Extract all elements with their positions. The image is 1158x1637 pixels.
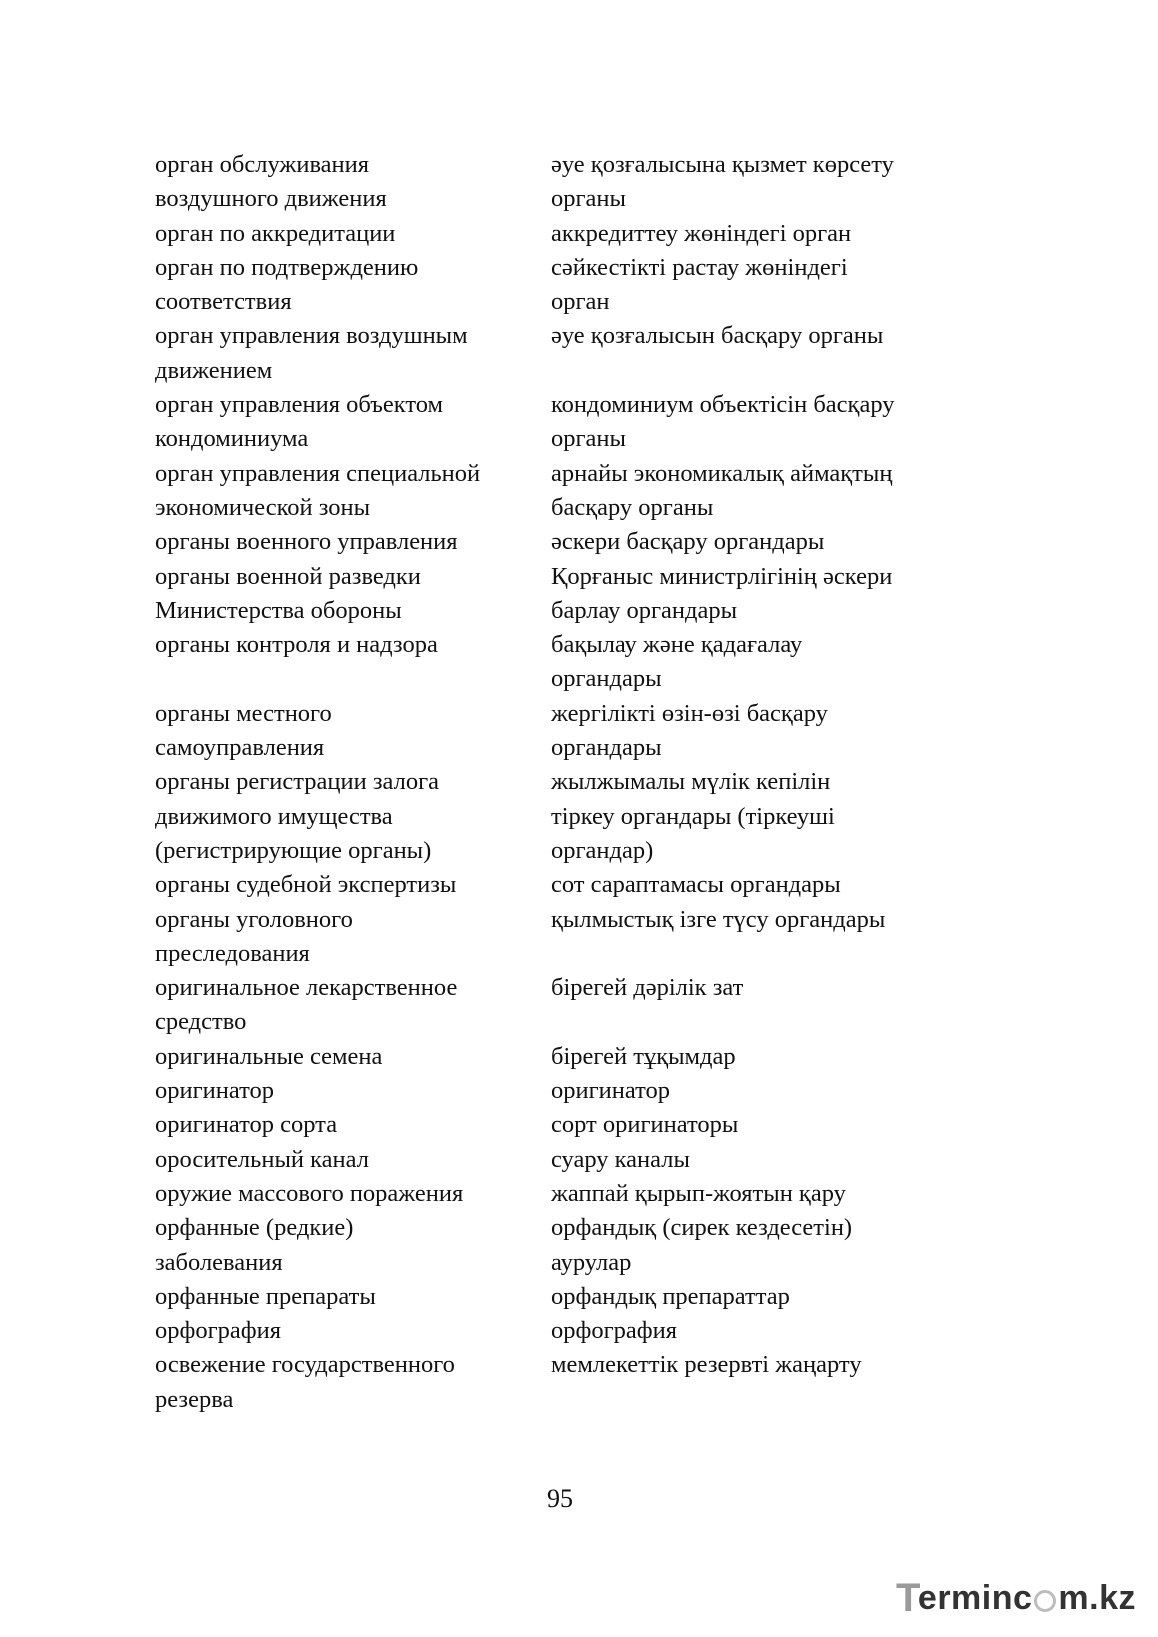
term-line: орган управления специальной [155,459,481,487]
term-line: жергілікті өзін-өзі басқару [551,699,828,727]
term-russian [155,525,551,559]
term-line: арнайы экономикалық аймақтың [551,459,893,487]
term-line: бақылау және қадағалау [551,631,803,659]
term-line: аурулар [551,1248,632,1276]
term-line: барлау органдары [551,596,738,624]
term-kazakh [551,903,971,972]
glossary-entry [155,525,985,559]
glossary-entry [155,319,985,388]
glossary-entry [155,628,985,697]
term-line: органы судебной экспертизы [155,871,457,899]
term-line [551,1383,971,1417]
term-line: (регистрирующие органы) [155,836,432,864]
term-russian [155,1108,551,1142]
glossary-entry [155,765,985,868]
term-line: сорт оригинаторы [551,1111,739,1139]
glossary-entry [155,697,985,766]
glossary-entry [155,903,985,972]
term-line: органы военной разведки [155,562,421,590]
term-line: органы [551,425,626,453]
term-line: тіркеу органдары (тіркеуші [551,802,835,830]
term-kazakh [551,457,971,526]
term-russian [155,1074,551,1108]
term-russian [155,560,551,629]
glossary-entry [155,1040,985,1074]
term-kazakh [551,765,971,868]
term-kazakh [551,1040,971,1074]
term-line: оригинатор сорта [155,1111,338,1139]
glossary-entry [155,1074,985,1108]
term-line: органдары [551,734,662,762]
term-kazakh [551,971,971,1040]
term-kazakh [551,217,971,251]
page-number: 95 [547,1484,573,1513]
glossary-entry [155,868,985,902]
term-line: экономической зоны [155,493,371,521]
glossary-entry [155,251,985,320]
magnifier-icon [1034,1590,1056,1612]
term-line: бірегей тұқымдар [551,1042,736,1070]
term-line: суару каналы [551,1145,690,1173]
term-kazakh [551,1280,971,1314]
term-kazakh [551,1314,971,1348]
term-line: органы военного управления [155,528,458,556]
term-line: орфография [155,1317,282,1345]
glossary-entry [155,388,985,457]
term-line: кондоминиум объектісін басқару [551,391,895,419]
term-line: аккредиттеу жөніндегі орган [551,219,852,247]
term-line: әуе қозғалысын басқару органы [551,322,884,350]
term-kazakh [551,1177,971,1211]
term-kazakh [551,1348,971,1417]
term-line: әуе қозғалысына қызмет көрсету [551,151,894,178]
term-line: әскери басқару органдары [551,528,825,556]
term-russian [155,1314,551,1348]
term-kazakh [551,525,971,559]
term-line: орфанные препараты [155,1282,376,1310]
term-line: жаппай қырып-жоятын қару [551,1179,846,1207]
term-line: воздушного движения [155,185,387,213]
term-russian [155,971,551,1040]
glossary-entry [155,148,985,217]
term-kazakh [551,628,971,697]
term-line: органы уголовного [155,905,353,933]
term-russian [155,251,551,320]
term-line: орган по подтверждению [155,253,419,281]
term-line: оригинальное лекарственное [155,974,458,1002]
term-line: органы контроля и надзора [155,631,438,659]
glossary-entry [155,1280,985,1314]
term-line [551,937,971,971]
term-line: оригинальные семена [155,1042,383,1070]
glossary-entry [155,560,985,629]
glossary-entry [155,457,985,526]
term-line: кондоминиума [155,425,309,453]
term-russian [155,217,551,251]
term-russian [155,1348,551,1417]
glossary-entry [155,1177,985,1211]
term-russian [155,1143,551,1177]
glossary-entry [155,1314,985,1348]
term-line: басқару органы [551,493,714,521]
term-line: жылжымалы мүлік кепілін [551,768,831,796]
term-line: орган управления объектом [155,391,444,419]
term-line [551,354,971,388]
term-line: сот сараптамасы органдары [551,871,841,899]
watermark-logo: T erminc m.kz [895,1576,1136,1620]
term-line [155,662,551,696]
term-line: органдары [551,665,662,693]
term-line: орфография [551,1317,678,1345]
glossary-entry [155,1108,985,1142]
term-kazakh [551,319,971,388]
term-line: органы регистрации залога [155,768,440,796]
term-line: Қорғаныс министрлігінің әскери [551,562,893,590]
term-russian [155,903,551,972]
term-line: освежение государственного [155,1351,455,1379]
term-kazakh [551,1143,971,1177]
term-line: орфандық (сирек кездесетін) [551,1214,853,1242]
term-line: орфанные (редкие) [155,1214,354,1242]
term-kazakh [551,560,971,629]
term-line: мемлекеттік резервті жаңарту [551,1351,862,1379]
term-russian [155,1280,551,1314]
term-kazakh [551,1211,971,1280]
term-kazakh [551,1108,971,1142]
term-kazakh [551,251,971,320]
term-line: заболевания [155,1248,283,1276]
term-line: органы местного [155,699,332,727]
term-russian [155,765,551,868]
term-russian [155,457,551,526]
term-line: оросительный канал [155,1145,369,1173]
glossary-entry [155,971,985,1040]
term-line: орган [551,288,610,316]
term-kazakh [551,697,971,766]
term-line: оружие массового поражения [155,1179,464,1207]
term-line: средство [155,1008,247,1036]
term-russian [155,148,551,217]
term-line: Министерства обороны [155,596,402,624]
term-line: преследования [155,939,310,967]
glossary-entries [155,148,985,1417]
term-line: резерва [155,1385,234,1413]
term-line: орган по аккредитации [155,219,396,247]
term-kazakh [551,1074,971,1108]
term-line: орфандық препараттар [551,1282,790,1310]
term-line: оригинатор [155,1077,275,1105]
term-russian [155,319,551,388]
term-russian [155,1177,551,1211]
term-russian [155,1040,551,1074]
term-line: движимого имущества [155,802,393,830]
glossary-entry [155,1348,985,1417]
term-russian [155,868,551,902]
term-line: қылмыстық ізге түсу органдары [551,905,886,933]
term-russian [155,388,551,457]
term-line: сәйкестікті растау жөніндегі [551,253,848,281]
term-kazakh [551,868,971,902]
term-line: бірегей дәрілік зат [551,974,744,1002]
term-line: орган управления воздушным [155,322,468,350]
term-line: органдар) [551,836,654,864]
glossary-entry [155,1211,985,1280]
term-line [551,1005,971,1039]
term-line: оригинатор [551,1077,671,1105]
glossary-entry [155,217,985,251]
term-line: орган обслуживания [155,151,370,178]
term-line: органы [551,185,626,213]
term-russian [155,628,551,697]
term-kazakh [551,388,971,457]
glossary-entry [155,1143,985,1177]
term-line: самоуправления [155,734,325,762]
term-kazakh [551,148,971,217]
term-russian [155,697,551,766]
term-russian [155,1211,551,1280]
term-line: движением [155,356,273,384]
term-line: соответствия [155,288,292,316]
